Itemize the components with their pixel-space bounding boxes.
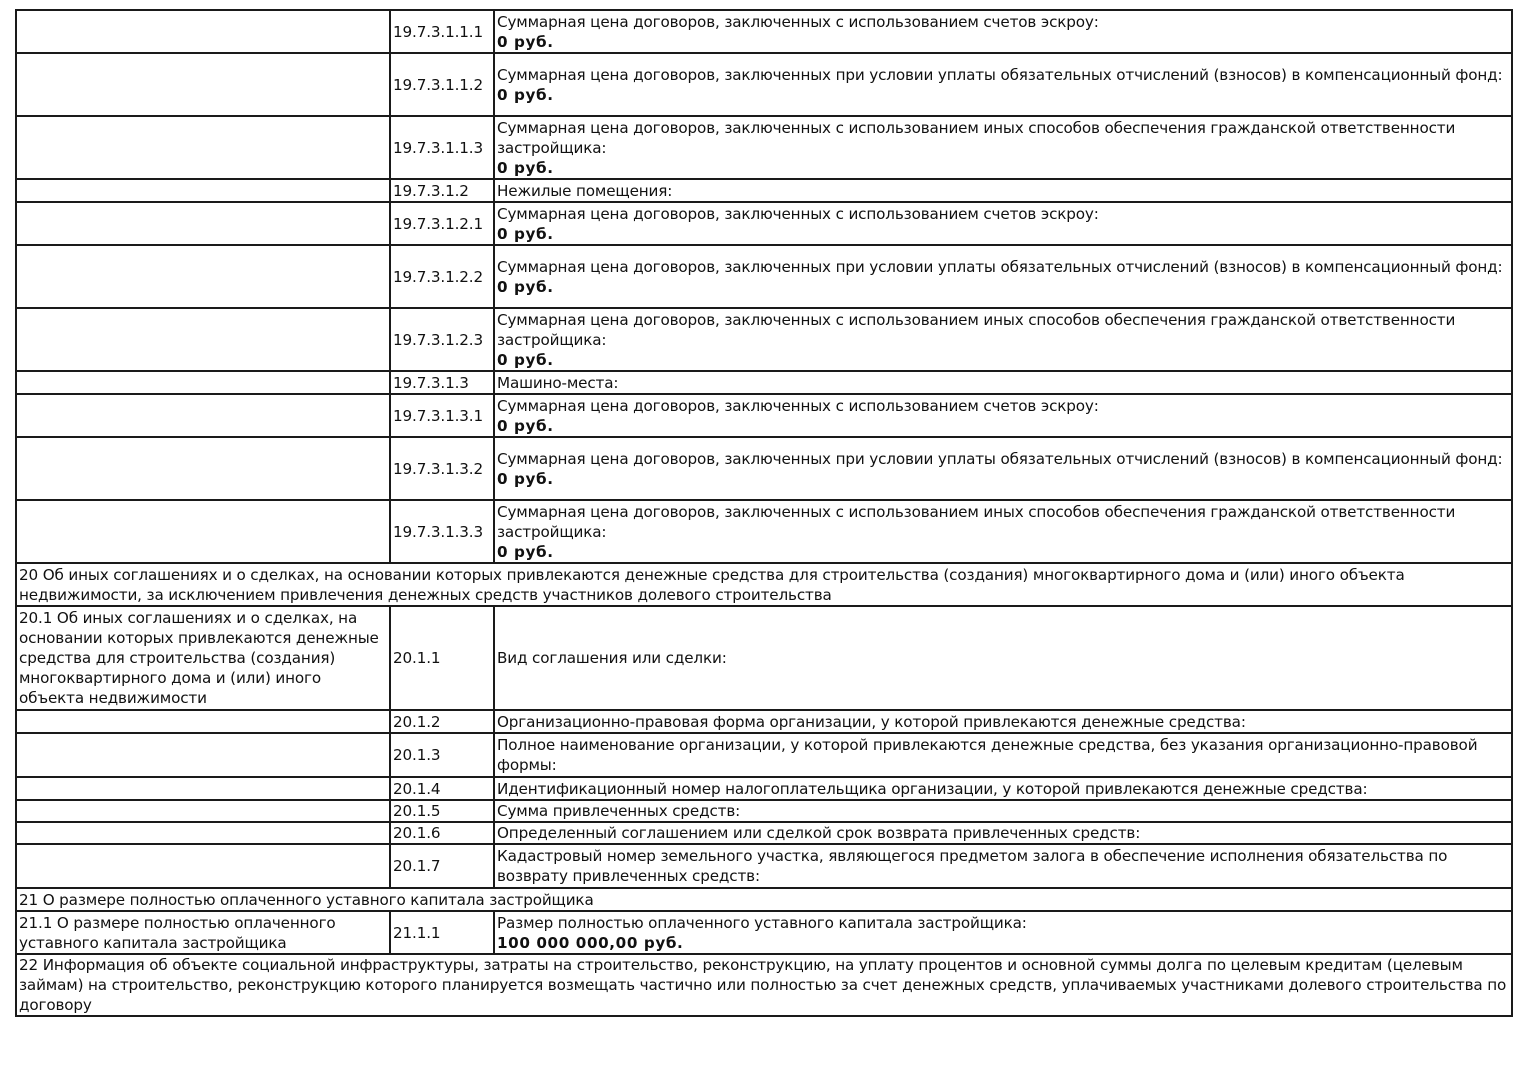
- item-code: 19.7.3.1.2.3: [390, 308, 494, 371]
- table-row: [16, 710, 1512, 733]
- empty-cell: [16, 308, 390, 371]
- item-code: 20.1.6: [390, 822, 494, 844]
- section-header-row: [16, 563, 1512, 606]
- item-label: Суммарная цена договоров, заключенных с использованием иных способов обеспечения гражданской ответственности застройщика:: [497, 118, 1456, 157]
- item-content: [494, 53, 1512, 116]
- empty-cell: [16, 800, 390, 822]
- table-row: [16, 822, 1512, 844]
- item-code: 19.7.3.1.3.2: [390, 437, 494, 500]
- item-value: 0 руб.: [497, 277, 554, 296]
- item-value: 0 руб.: [497, 158, 554, 177]
- charter-capital-value: 100 000 000,00 руб.: [497, 933, 684, 952]
- item-code: 19.7.3.1.1.1: [390, 10, 494, 53]
- section-header-row: [16, 888, 1512, 911]
- table-row: [16, 606, 1512, 710]
- table-row: [16, 911, 1512, 954]
- empty-cell: [16, 245, 390, 308]
- item-content: [494, 10, 1512, 53]
- item-label: Суммарная цена договоров, заключенных с использованием счетов эскроу:: [497, 12, 1099, 31]
- item-code: 19.7.3.1.3: [390, 371, 494, 394]
- item-value: 0 руб.: [497, 416, 554, 435]
- item-label: Идентификационный номер налогоплательщика организации, у которой привлекаются денежные средства:: [494, 777, 1512, 800]
- item-code: 19.7.3.1.2.1: [390, 202, 494, 245]
- table-row: [16, 394, 1512, 437]
- table-row: [16, 53, 1512, 116]
- item-label: Организационно-правовая форма организации, у которой привлекаются денежные средства:: [494, 710, 1512, 733]
- item-content: [494, 116, 1512, 179]
- empty-cell: [16, 202, 390, 245]
- item-label: Суммарная цена договоров, заключенных с использованием иных способов обеспечения гражданской ответственности застройщика:: [497, 502, 1456, 541]
- item-value: 0 руб.: [497, 85, 554, 104]
- item-code: 20.1.3: [390, 733, 494, 777]
- item-code: 21.1.1: [390, 911, 494, 954]
- item-value: 0 руб.: [497, 542, 554, 561]
- section-21-header: 21 О размере полностью оплаченного уставного капитала застройщика: [16, 888, 1512, 911]
- item-code: 19.7.3.1.2: [390, 179, 494, 202]
- table-row: [16, 844, 1512, 888]
- item-value: 0 руб.: [497, 350, 554, 369]
- table-row: [16, 179, 1512, 202]
- item-label: Суммарная цена договоров, заключенных с использованием иных способов обеспечения гражданской ответственности застройщика:: [497, 310, 1456, 349]
- subsection-20-1-title: 20.1 Об иных соглашениях и о сделках, на основании которых привлекаются денежные средства для строительства (создания) многоквартирного дома и (или) иного объекта недвижимости: [16, 606, 390, 710]
- item-code: 19.7.3.1.1.2: [390, 53, 494, 116]
- item-code: 19.7.3.1.2.2: [390, 245, 494, 308]
- item-label: Суммарная цена договоров, заключенных при условии уплаты обязательных отчислений (взносов) в компенсационный фонд:: [497, 257, 1503, 276]
- item-label: Размер полностью оплаченного уставного капитала застройщика:: [497, 913, 1027, 932]
- item-label: Сумма привлеченных средств:: [494, 800, 1512, 822]
- empty-cell: [16, 371, 390, 394]
- item-value: 0 руб.: [497, 32, 554, 51]
- item-code: 20.1.1: [390, 606, 494, 710]
- empty-cell: [16, 53, 390, 116]
- item-content: [494, 911, 1512, 954]
- empty-cell: [16, 822, 390, 844]
- item-code: 20.1.7: [390, 844, 494, 888]
- table-row: [16, 10, 1512, 53]
- item-label: Суммарная цена договоров, заключенных при условии уплаты обязательных отчислений (взносов) в компенсационный фонд:: [497, 65, 1503, 84]
- item-content: [494, 437, 1512, 500]
- empty-cell: [16, 777, 390, 800]
- item-content: [494, 245, 1512, 308]
- table-row: [16, 800, 1512, 822]
- item-label: Нежилые помещения:: [494, 179, 1512, 202]
- subsection-21-1-title: 21.1 О размере полностью оплаченного уставного капитала застройщика: [16, 911, 390, 954]
- item-label: Суммарная цена договоров, заключенных с использованием счетов эскроу:: [497, 204, 1099, 223]
- item-code: 19.7.3.1.3.1: [390, 394, 494, 437]
- item-code: 19.7.3.1.3.3: [390, 500, 494, 563]
- section-20-header: 20 Об иных соглашениях и о сделках, на основании которых привлекаются денежные средства для строительства (создания) многоквартирного дома и (или) иного объекта недвижимости, за исключением привлечения денежных средств участников долевого строительства: [16, 563, 1512, 606]
- table-row: [16, 245, 1512, 308]
- item-label: Полное наименование организации, у которой привлекаются денежные средства, без указания организационно-правовой формы:: [494, 733, 1512, 777]
- table-row: [16, 437, 1512, 500]
- item-label: Машино-места:: [494, 371, 1512, 394]
- item-label: Суммарная цена договоров, заключенных с использованием счетов эскроу:: [497, 396, 1099, 415]
- table-row: [16, 371, 1512, 394]
- item-value: 0 руб.: [497, 469, 554, 488]
- table-row: [16, 308, 1512, 371]
- item-content: [494, 308, 1512, 371]
- table-row: [16, 116, 1512, 179]
- item-content: [494, 500, 1512, 563]
- item-content: [494, 202, 1512, 245]
- empty-cell: [16, 394, 390, 437]
- section-header-row: [16, 954, 1512, 1016]
- table-row: [16, 202, 1512, 245]
- table-row: [16, 733, 1512, 777]
- empty-cell: [16, 500, 390, 563]
- table-row: [16, 500, 1512, 563]
- item-content: [494, 394, 1512, 437]
- disclosure-table: [15, 9, 1513, 1017]
- item-label: Вид соглашения или сделки:: [494, 606, 1512, 710]
- item-code: 19.7.3.1.1.3: [390, 116, 494, 179]
- item-label: Определенный соглашением или сделкой срок возврата привлеченных средств:: [494, 822, 1512, 844]
- empty-cell: [16, 710, 390, 733]
- item-label: Суммарная цена договоров, заключенных при условии уплаты обязательных отчислений (взносов) в компенсационный фонд:: [497, 449, 1503, 468]
- empty-cell: [16, 844, 390, 888]
- table-row: [16, 777, 1512, 800]
- item-value: 0 руб.: [497, 224, 554, 243]
- empty-cell: [16, 179, 390, 202]
- item-code: 20.1.4: [390, 777, 494, 800]
- empty-cell: [16, 10, 390, 53]
- item-label: Кадастровый номер земельного участка, являющегося предметом залога в обеспечение исполнения обязательства по возврату привлеченных средств:: [494, 844, 1512, 888]
- item-code: 20.1.2: [390, 710, 494, 733]
- item-code: 20.1.5: [390, 800, 494, 822]
- empty-cell: [16, 733, 390, 777]
- section-22-header: 22 Информация об объекте социальной инфраструктуры, затраты на строительство, реконструкцию, на уплату процентов и основной суммы долга по целевым кредитам (целевым займам) на строительство, реконструкцию которого планируется возмещать частично или полностью за счет денежных средств, уплачиваемых участниками долевого строительства по договору: [16, 954, 1512, 1016]
- empty-cell: [16, 116, 390, 179]
- empty-cell: [16, 437, 390, 500]
